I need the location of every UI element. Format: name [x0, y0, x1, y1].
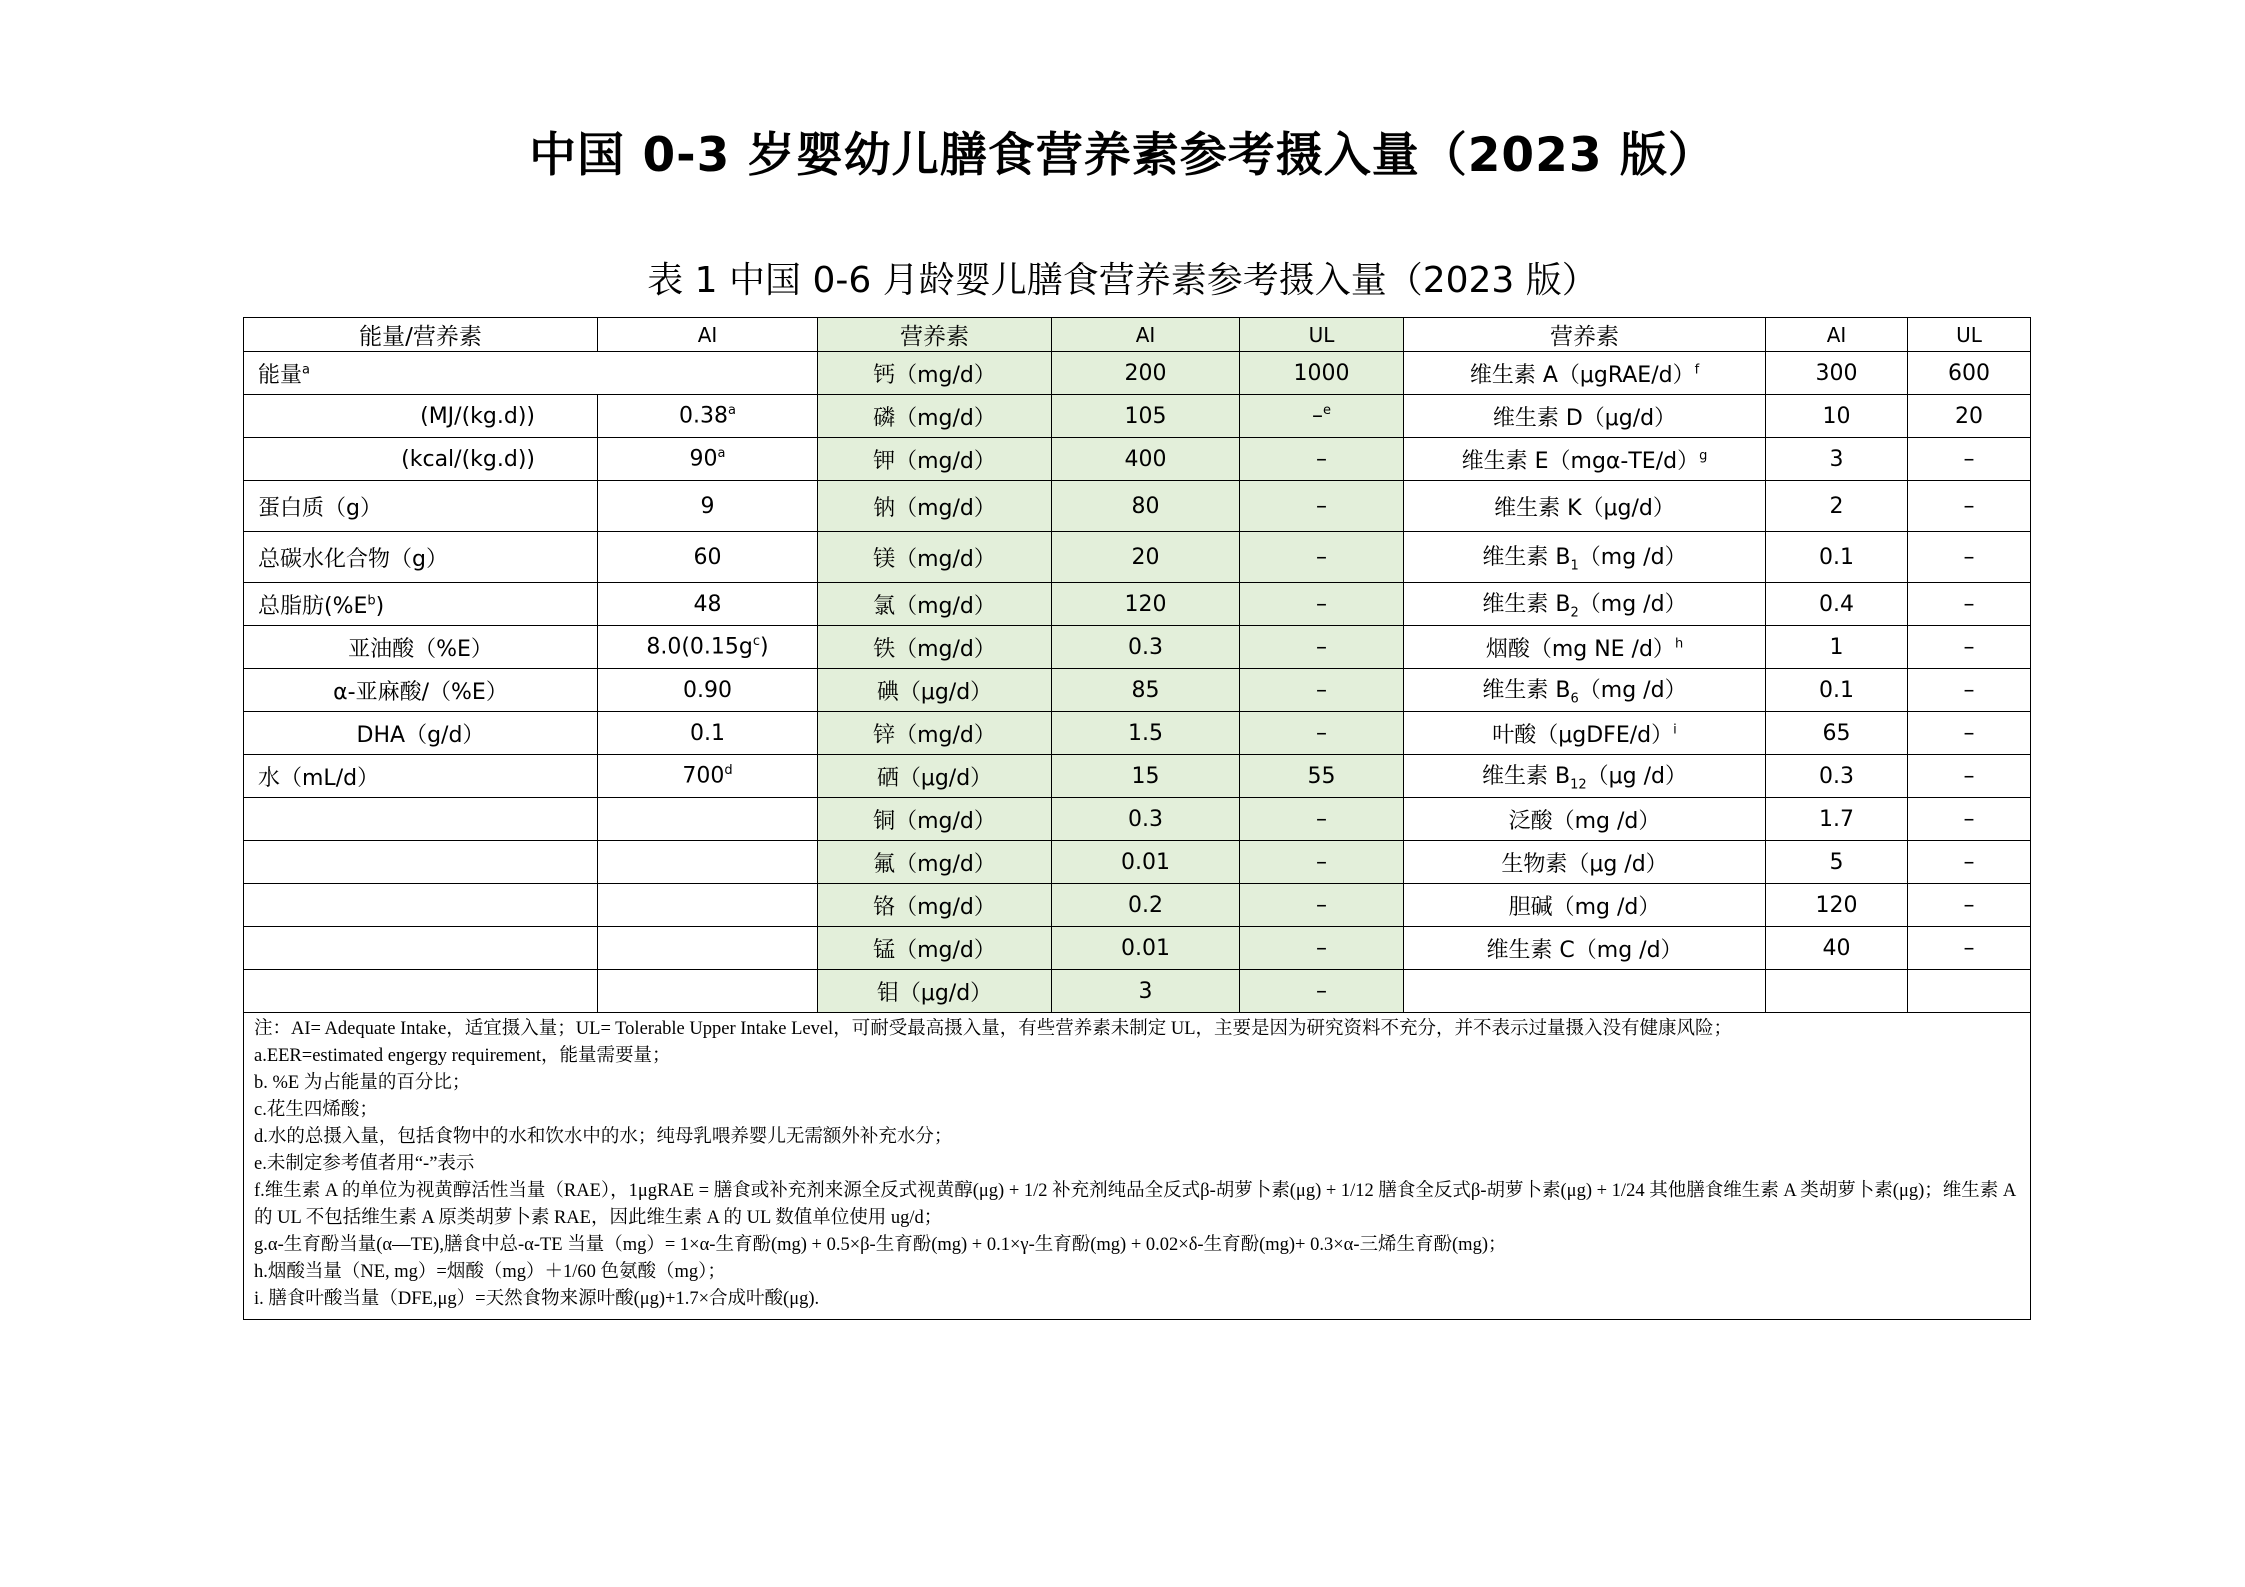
note-line: a.EER=estimated engergy requirement，能量需要量；: [254, 1046, 671, 1066]
mineral-ai: 20: [1131, 544, 1160, 570]
column-header-text: 营养素: [900, 324, 969, 350]
vitamin-name-tail: （mg /d）: [1578, 545, 1687, 571]
mineral-ul-cell: [1240, 669, 1404, 712]
mineral-ai: 120: [1124, 591, 1167, 617]
column-header-text: AI: [1826, 322, 1847, 347]
ai-value: 8.0(0.15g: [646, 634, 753, 660]
note-line: f.维生素 A 的单位为视黄醇活性当量（RAE），1μgRAE = 膳食或补充剂来源全反式视黄醇(μg) + 1/2 补充剂纯品全反式β-胡萝卜素(μg) + 1/12 膳食全反式β-胡萝卜素(μg) + 1/24 其他膳食维生素 A 类胡萝卜素(μg)；维生素 A 的 UL 不包括维生素 A 原类胡萝卜素 RAE，因此维生素 A 的 UL 数值单位使用 ug/d；: [254, 1181, 2016, 1228]
mineral-ai-cell: [1052, 395, 1240, 438]
empty-cell: [598, 884, 818, 927]
mineral-ul: –: [1316, 591, 1327, 617]
mineral-ai: 80: [1131, 493, 1160, 519]
vitamin-name-cell: [1404, 481, 1766, 532]
mineral-ul: 55: [1307, 763, 1336, 789]
vitamin-ul-cell: [1908, 669, 2031, 712]
vitamin-ai-cell: [1766, 438, 1908, 481]
mineral-ai: 400: [1124, 446, 1167, 472]
mineral-ul-cell: [1240, 755, 1404, 798]
ai-value-cell: [598, 712, 818, 755]
ai-value: 0.1: [690, 720, 725, 746]
vitamin-name-cell: [1404, 438, 1766, 481]
mineral-ai-cell: [1052, 583, 1240, 626]
note-line: d.水的总摄入量，包括食物中的水和饮水中的水；纯母乳喂养婴儿无需额外补充水分；: [254, 1127, 953, 1147]
footnote-mark: a: [302, 362, 310, 378]
column-header: [1052, 318, 1240, 352]
mineral-ul-cell: [1240, 532, 1404, 583]
vitamin-name-cell: [1404, 841, 1766, 884]
footnote-mark: d: [724, 763, 733, 779]
mineral-ul: –: [1316, 493, 1327, 519]
mineral-name: 氟（mg/d）: [873, 851, 996, 877]
vitamin-ul: –: [1963, 935, 1975, 961]
table-row: [244, 884, 2031, 927]
nutrient-name-cell: [244, 626, 598, 669]
mineral-ul-cell: [1240, 712, 1404, 755]
footnote-mark: i: [1673, 722, 1677, 738]
vitamin-name-cell: [1404, 755, 1766, 798]
notes-row: [244, 1013, 2031, 1320]
mineral-ul-cell: [1240, 970, 1404, 1013]
vitamin-ul: –: [1963, 892, 1975, 918]
mineral-name-cell: [818, 532, 1052, 583]
mineral-ai: 0.01: [1121, 849, 1170, 875]
vitamin-name-cell: [1404, 712, 1766, 755]
ai-value-cell: [598, 438, 818, 481]
column-header: [598, 318, 818, 352]
vitamin-ul-cell: [1908, 481, 2031, 532]
vitamin-ai: 1: [1829, 634, 1844, 660]
vitamin-name: 维生素 C（mg /d）: [1486, 937, 1683, 963]
mineral-name: 磷（mg/d）: [873, 405, 996, 431]
mineral-ul-cell: [1240, 395, 1404, 438]
mineral-name: 铬（mg/d）: [873, 894, 996, 920]
mineral-ai-cell: [1052, 352, 1240, 395]
vitamin-ul-cell: [1908, 532, 2031, 583]
column-header-text: 营养素: [1550, 324, 1619, 350]
mineral-ai: 0.3: [1128, 634, 1163, 660]
mineral-ul: –: [1316, 935, 1327, 961]
mineral-name: 钙（mg/d）: [873, 362, 996, 388]
mineral-ul: –: [1316, 446, 1327, 472]
footnote-mark: f: [1694, 362, 1700, 378]
empty-cell: [598, 798, 818, 841]
mineral-name-cell: [818, 755, 1052, 798]
vitamin-ai: 40: [1822, 935, 1851, 961]
mineral-ai-cell: [1052, 755, 1240, 798]
vitamin-name: 叶酸（μgDFE/d）: [1492, 722, 1674, 748]
mineral-ul-cell: [1240, 927, 1404, 970]
empty-cell: [244, 927, 598, 970]
nutrient-name: α-亚麻酸/（%E）: [333, 679, 508, 705]
empty-cell: [1766, 970, 1908, 1013]
vitamin-name: 胆碱（mg /d）: [1508, 894, 1661, 920]
vitamin-ul: –: [1963, 806, 1975, 832]
mineral-ul: –: [1316, 720, 1327, 746]
empty-cell: [244, 884, 598, 927]
vitamin-name-cell: [1404, 798, 1766, 841]
nutrient-name-cell: [244, 532, 598, 583]
empty-cell: [598, 927, 818, 970]
subscript: 2: [1570, 605, 1579, 621]
mineral-ai: 1.5: [1128, 720, 1163, 746]
vitamin-ul-cell: [1908, 798, 2031, 841]
mineral-name-cell: [818, 438, 1052, 481]
mineral-ai-cell: [1052, 626, 1240, 669]
nutrient-name-cell: [244, 755, 598, 798]
vitamin-ai: 0.4: [1819, 591, 1854, 617]
empty-cell: [1908, 970, 2031, 1013]
vitamin-name: 维生素 D（μg/d）: [1492, 405, 1677, 431]
note-line: g.α-生育酚当量(α—TE),膳食中总-α-TE 当量（mg）= 1×α-生育酚(mg) + 0.5×β-生育酚(mg) + 0.1×γ-生育酚(mg) + 0.02×δ-生育酚(mg)+ 0.3×α-三烯生育酚(mg)；: [254, 1235, 1507, 1255]
table-row: [244, 626, 2031, 669]
mineral-name: 铜（mg/d）: [873, 808, 996, 834]
subscript: 1: [1570, 558, 1579, 574]
vitamin-ul-cell: [1908, 755, 2031, 798]
mineral-ai-cell: [1052, 712, 1240, 755]
column-header-text: AI: [1135, 322, 1156, 347]
nutrient-name-cell: [244, 583, 598, 626]
column-header-text: 能量/营养素: [359, 324, 482, 350]
mineral-ai-cell: [1052, 481, 1240, 532]
vitamin-ul-cell: [1908, 626, 2031, 669]
vitamin-name-cell: [1404, 884, 1766, 927]
mineral-ai: 85: [1131, 677, 1160, 703]
note-line: i. 膳食叶酸当量（DFE,μg）=天然食物来源叶酸(μg)+1.7×合成叶酸(μg).: [254, 1289, 820, 1309]
vitamin-ai: 3: [1829, 446, 1844, 472]
nutrient-name: (MJ/(kg.d)): [420, 403, 535, 429]
nutrient-name: 总碳水化合物（g）: [258, 546, 448, 572]
mineral-ul: 1000: [1293, 360, 1350, 386]
column-header: [818, 318, 1052, 352]
mineral-ai-cell: [1052, 798, 1240, 841]
vitamin-ai: 5: [1829, 849, 1844, 875]
mineral-ul: –: [1312, 403, 1323, 429]
energy-label: 能量: [258, 362, 303, 388]
column-header: [244, 318, 598, 352]
ai-value: 9: [700, 493, 715, 519]
empty-cell: [244, 970, 598, 1013]
note-line: h.烟酸当量（NE, mg）=烟酸（mg）＋1/60 色氨酸（mg）；: [254, 1262, 726, 1282]
vitamin-name: 维生素 B: [1482, 592, 1571, 618]
column-header: [1240, 318, 1404, 352]
mineral-name-cell: [818, 395, 1052, 438]
mineral-name-cell: [818, 712, 1052, 755]
header-row: [244, 318, 2031, 352]
column-header-text: UL: [1956, 322, 1982, 347]
table-row: [244, 481, 2031, 532]
mineral-ul: –: [1316, 978, 1327, 1004]
mineral-ul: –: [1316, 677, 1327, 703]
empty-cell: [244, 841, 598, 884]
vitamin-ul-cell: [1908, 841, 2031, 884]
mineral-name: 氯（mg/d）: [873, 593, 996, 619]
vitamin-name: 维生素 K（μg/d）: [1494, 495, 1675, 521]
column-header: [1908, 318, 2031, 352]
vitamin-ai-cell: [1766, 532, 1908, 583]
nutrient-name-cell: [244, 669, 598, 712]
table-row: [244, 669, 2031, 712]
mineral-ul-cell: [1240, 438, 1404, 481]
table-row: [244, 798, 2031, 841]
empty-cell: [598, 970, 818, 1013]
ai-value-tail: ): [760, 634, 769, 660]
vitamin-ai: 1.7: [1819, 806, 1854, 832]
nutrient-name-cell: [244, 395, 598, 438]
vitamin-ul-cell: [1908, 352, 2031, 395]
vitamin-ai-cell: [1766, 841, 1908, 884]
mineral-ul: –: [1316, 849, 1327, 875]
footnote-mark: a: [728, 403, 736, 419]
vitamin-name: 维生素 B: [1482, 545, 1571, 571]
table-row: [244, 438, 2031, 481]
vitamin-name: 维生素 E（mgα-TE/d）: [1461, 448, 1700, 474]
vitamin-ai: 2: [1829, 493, 1844, 519]
mineral-ul-cell: [1240, 626, 1404, 669]
mineral-name: 锰（mg/d）: [873, 937, 996, 963]
vitamin-ul: –: [1963, 446, 1975, 472]
mineral-ai-cell: [1052, 970, 1240, 1013]
mineral-ul-cell: [1240, 352, 1404, 395]
vitamin-name: 烟酸（mg NE /d）: [1485, 636, 1675, 662]
ai-value-cell: [598, 481, 818, 532]
mineral-ul-cell: [1240, 481, 1404, 532]
ai-value: 0.38: [679, 403, 728, 429]
vitamin-ul: 20: [1955, 403, 1983, 429]
vitamin-ul: –: [1963, 720, 1975, 746]
ai-value: 0.90: [683, 677, 732, 703]
vitamin-ai-cell: [1766, 583, 1908, 626]
vitamin-name-cell: [1404, 669, 1766, 712]
mineral-ai-cell: [1052, 438, 1240, 481]
vitamin-ai: 65: [1822, 720, 1851, 746]
subscript: 6: [1570, 691, 1579, 707]
vitamin-ai-cell: [1766, 352, 1908, 395]
mineral-name: 钼（μg/d）: [876, 980, 993, 1006]
mineral-ul-cell: [1240, 884, 1404, 927]
table-row: [244, 970, 2031, 1013]
nutrient-name: (kcal/(kg.d)): [401, 446, 535, 472]
vitamin-name: 生物素（μg /d）: [1501, 851, 1668, 877]
vitamin-ul: –: [1963, 677, 1975, 703]
footnote-mark: e: [1323, 403, 1331, 419]
mineral-ai-cell: [1052, 532, 1240, 583]
vitamin-ai: 300: [1815, 360, 1858, 386]
ai-value-cell: [598, 626, 818, 669]
vitamin-ai-cell: [1766, 481, 1908, 532]
vitamin-ul: –: [1963, 634, 1975, 660]
note-line: c.花生四烯酸；: [254, 1100, 378, 1120]
vitamin-ul: –: [1963, 544, 1975, 570]
nutrient-name: DHA（g/d）: [356, 722, 485, 748]
ai-value-cell: [598, 395, 818, 438]
vitamin-name-tail: （mg /d）: [1578, 592, 1687, 618]
empty-cell: [1404, 970, 1766, 1013]
table-row: [244, 352, 2031, 395]
mineral-name-cell: [818, 481, 1052, 532]
mineral-ai: 200: [1124, 360, 1167, 386]
vitamin-name-tail: （mg /d）: [1578, 678, 1687, 704]
vitamin-ul-cell: [1908, 438, 2031, 481]
vitamin-ai-cell: [1766, 927, 1908, 970]
vitamin-ai-cell: [1766, 395, 1908, 438]
vitamin-ul: –: [1963, 493, 1975, 519]
vitamin-ai: 120: [1815, 892, 1858, 918]
footnote-mark: a: [717, 446, 726, 462]
ai-value: 48: [693, 591, 722, 617]
mineral-ai: 0.01: [1121, 935, 1170, 961]
nutrient-name: 亚油酸（%E）: [348, 636, 493, 662]
mineral-ai-cell: [1052, 669, 1240, 712]
nutrient-name-tail: ): [375, 593, 385, 619]
note-line: b. %E 为占能量的百分比；: [254, 1073, 471, 1093]
vitamin-ul-cell: [1908, 583, 2031, 626]
column-header-text: UL: [1308, 322, 1335, 347]
mineral-ul-cell: [1240, 798, 1404, 841]
note-line: 注：AI= Adequate Intake，适宜摄入量；UL= Tolerable Upper Intake Level，可耐受最高摄入量，有些营养素未制定 UL，主要是因为研究资料不充分，并不表示过量摄入没有健康风险；: [254, 1019, 1732, 1039]
mineral-ul-cell: [1240, 841, 1404, 884]
footnote-mark: h: [1674, 636, 1684, 652]
footnote-mark: g: [1699, 448, 1708, 464]
vitamin-name-cell: [1404, 532, 1766, 583]
table-row: [244, 395, 2031, 438]
mineral-ul: –: [1316, 806, 1327, 832]
vitamin-name: 泛酸（mg /d）: [1508, 808, 1661, 834]
vitamin-ul-cell: [1908, 884, 2031, 927]
vitamin-ul: –: [1963, 591, 1975, 617]
mineral-ul: –: [1316, 634, 1327, 660]
vitamin-ul: –: [1963, 849, 1975, 875]
vitamin-name-cell: [1404, 927, 1766, 970]
mineral-name: 钾（mg/d）: [873, 448, 996, 474]
mineral-ai: 0.2: [1128, 892, 1163, 918]
mineral-ul: –: [1316, 544, 1327, 570]
subscript: 12: [1570, 777, 1587, 793]
vitamin-name-tail: （μg /d）: [1586, 764, 1687, 790]
footnote-mark: c: [752, 634, 761, 650]
mineral-name-cell: [818, 669, 1052, 712]
nutrient-name-cell: [244, 712, 598, 755]
mineral-ai: 105: [1124, 403, 1167, 429]
mineral-ul: –: [1316, 892, 1327, 918]
vitamin-name: 维生素 B: [1482, 678, 1571, 704]
mineral-ai-cell: [1052, 927, 1240, 970]
ai-value-cell: [598, 583, 818, 626]
vitamin-ai: 10: [1822, 403, 1851, 429]
note-line: e.未制定参考值者用“-”表示: [254, 1154, 475, 1174]
mineral-name: 镁（mg/d）: [873, 546, 996, 572]
mineral-ai: 3: [1138, 978, 1153, 1004]
vitamin-name-cell: [1404, 395, 1766, 438]
nutrient-table: [243, 317, 2031, 1320]
empty-cell: [598, 841, 818, 884]
mineral-ai-cell: [1052, 884, 1240, 927]
ai-value: 700: [682, 763, 725, 789]
table-row: [244, 532, 2031, 583]
table-row: [244, 841, 2031, 884]
vitamin-ul-cell: [1908, 395, 2031, 438]
table-row: [244, 583, 2031, 626]
mineral-name: 硒（μg/d）: [876, 765, 993, 791]
nutrient-name: 总脂肪(%E: [258, 593, 368, 619]
page-title: 中国 0-3 岁婴幼儿膳食营养素参考摄入量（2023 版）: [529, 128, 1716, 183]
ai-value-cell: [598, 755, 818, 798]
vitamin-ul: –: [1963, 763, 1975, 789]
vitamin-name-cell: [1404, 583, 1766, 626]
mineral-ai: 15: [1131, 763, 1160, 789]
footnote-mark: b: [367, 593, 376, 609]
vitamin-ul-cell: [1908, 927, 2031, 970]
mineral-ai-cell: [1052, 841, 1240, 884]
table-row: [244, 755, 2031, 798]
table-caption: 表 1 中国 0-6 月龄婴儿膳食营养素参考摄入量（2023 版）: [647, 260, 1598, 301]
vitamin-ai: 0.3: [1819, 763, 1854, 789]
nutrient-name-cell: [244, 481, 598, 532]
vitamin-name: 维生素 B: [1482, 764, 1571, 790]
vitamin-ai-cell: [1766, 755, 1908, 798]
nutrient-name: 蛋白质（g）: [258, 495, 382, 521]
vitamin-ai: 0.1: [1819, 544, 1854, 570]
vitamin-ai-cell: [1766, 798, 1908, 841]
vitamin-name-cell: [1404, 352, 1766, 395]
mineral-ai: 0.3: [1128, 806, 1163, 832]
mineral-name-cell: [818, 352, 1052, 395]
ai-value: 60: [693, 544, 722, 570]
vitamin-ul: 600: [1948, 360, 1990, 386]
mineral-name-cell: [818, 841, 1052, 884]
vitamin-ai-cell: [1766, 884, 1908, 927]
mineral-name-cell: [818, 626, 1052, 669]
mineral-name-cell: [818, 583, 1052, 626]
vitamin-name: 维生素 A（μgRAE/d）: [1469, 362, 1695, 388]
mineral-name: 碘（μg/d）: [876, 679, 993, 705]
column-header: [1404, 318, 1766, 352]
notes-cell: [244, 1013, 2031, 1320]
table-row: [244, 927, 2031, 970]
vitamin-ai-cell: [1766, 626, 1908, 669]
mineral-name-cell: [818, 927, 1052, 970]
mineral-name-cell: [818, 884, 1052, 927]
column-header: [1766, 318, 1908, 352]
table-row: [244, 712, 2031, 755]
vitamin-ai: 0.1: [1819, 677, 1854, 703]
ai-value-cell: [598, 669, 818, 712]
vitamin-name-cell: [1404, 626, 1766, 669]
vitamin-ai-cell: [1766, 712, 1908, 755]
mineral-name: 锌（mg/d）: [873, 722, 996, 748]
empty-cell: [244, 798, 598, 841]
mineral-name: 铁（mg/d）: [873, 636, 996, 662]
ai-value: 90: [689, 446, 718, 472]
ai-value-cell: [598, 532, 818, 583]
mineral-name-cell: [818, 970, 1052, 1013]
nutrient-name: 水（mL/d）: [258, 765, 380, 791]
mineral-name: 钠（mg/d）: [873, 495, 996, 521]
energy-label-cell: [244, 352, 818, 395]
vitamin-ai-cell: [1766, 669, 1908, 712]
mineral-name-cell: [818, 798, 1052, 841]
nutrient-name-cell: [244, 438, 598, 481]
mineral-ul-cell: [1240, 583, 1404, 626]
vitamin-ul-cell: [1908, 712, 2031, 755]
column-header-text: AI: [697, 322, 718, 347]
